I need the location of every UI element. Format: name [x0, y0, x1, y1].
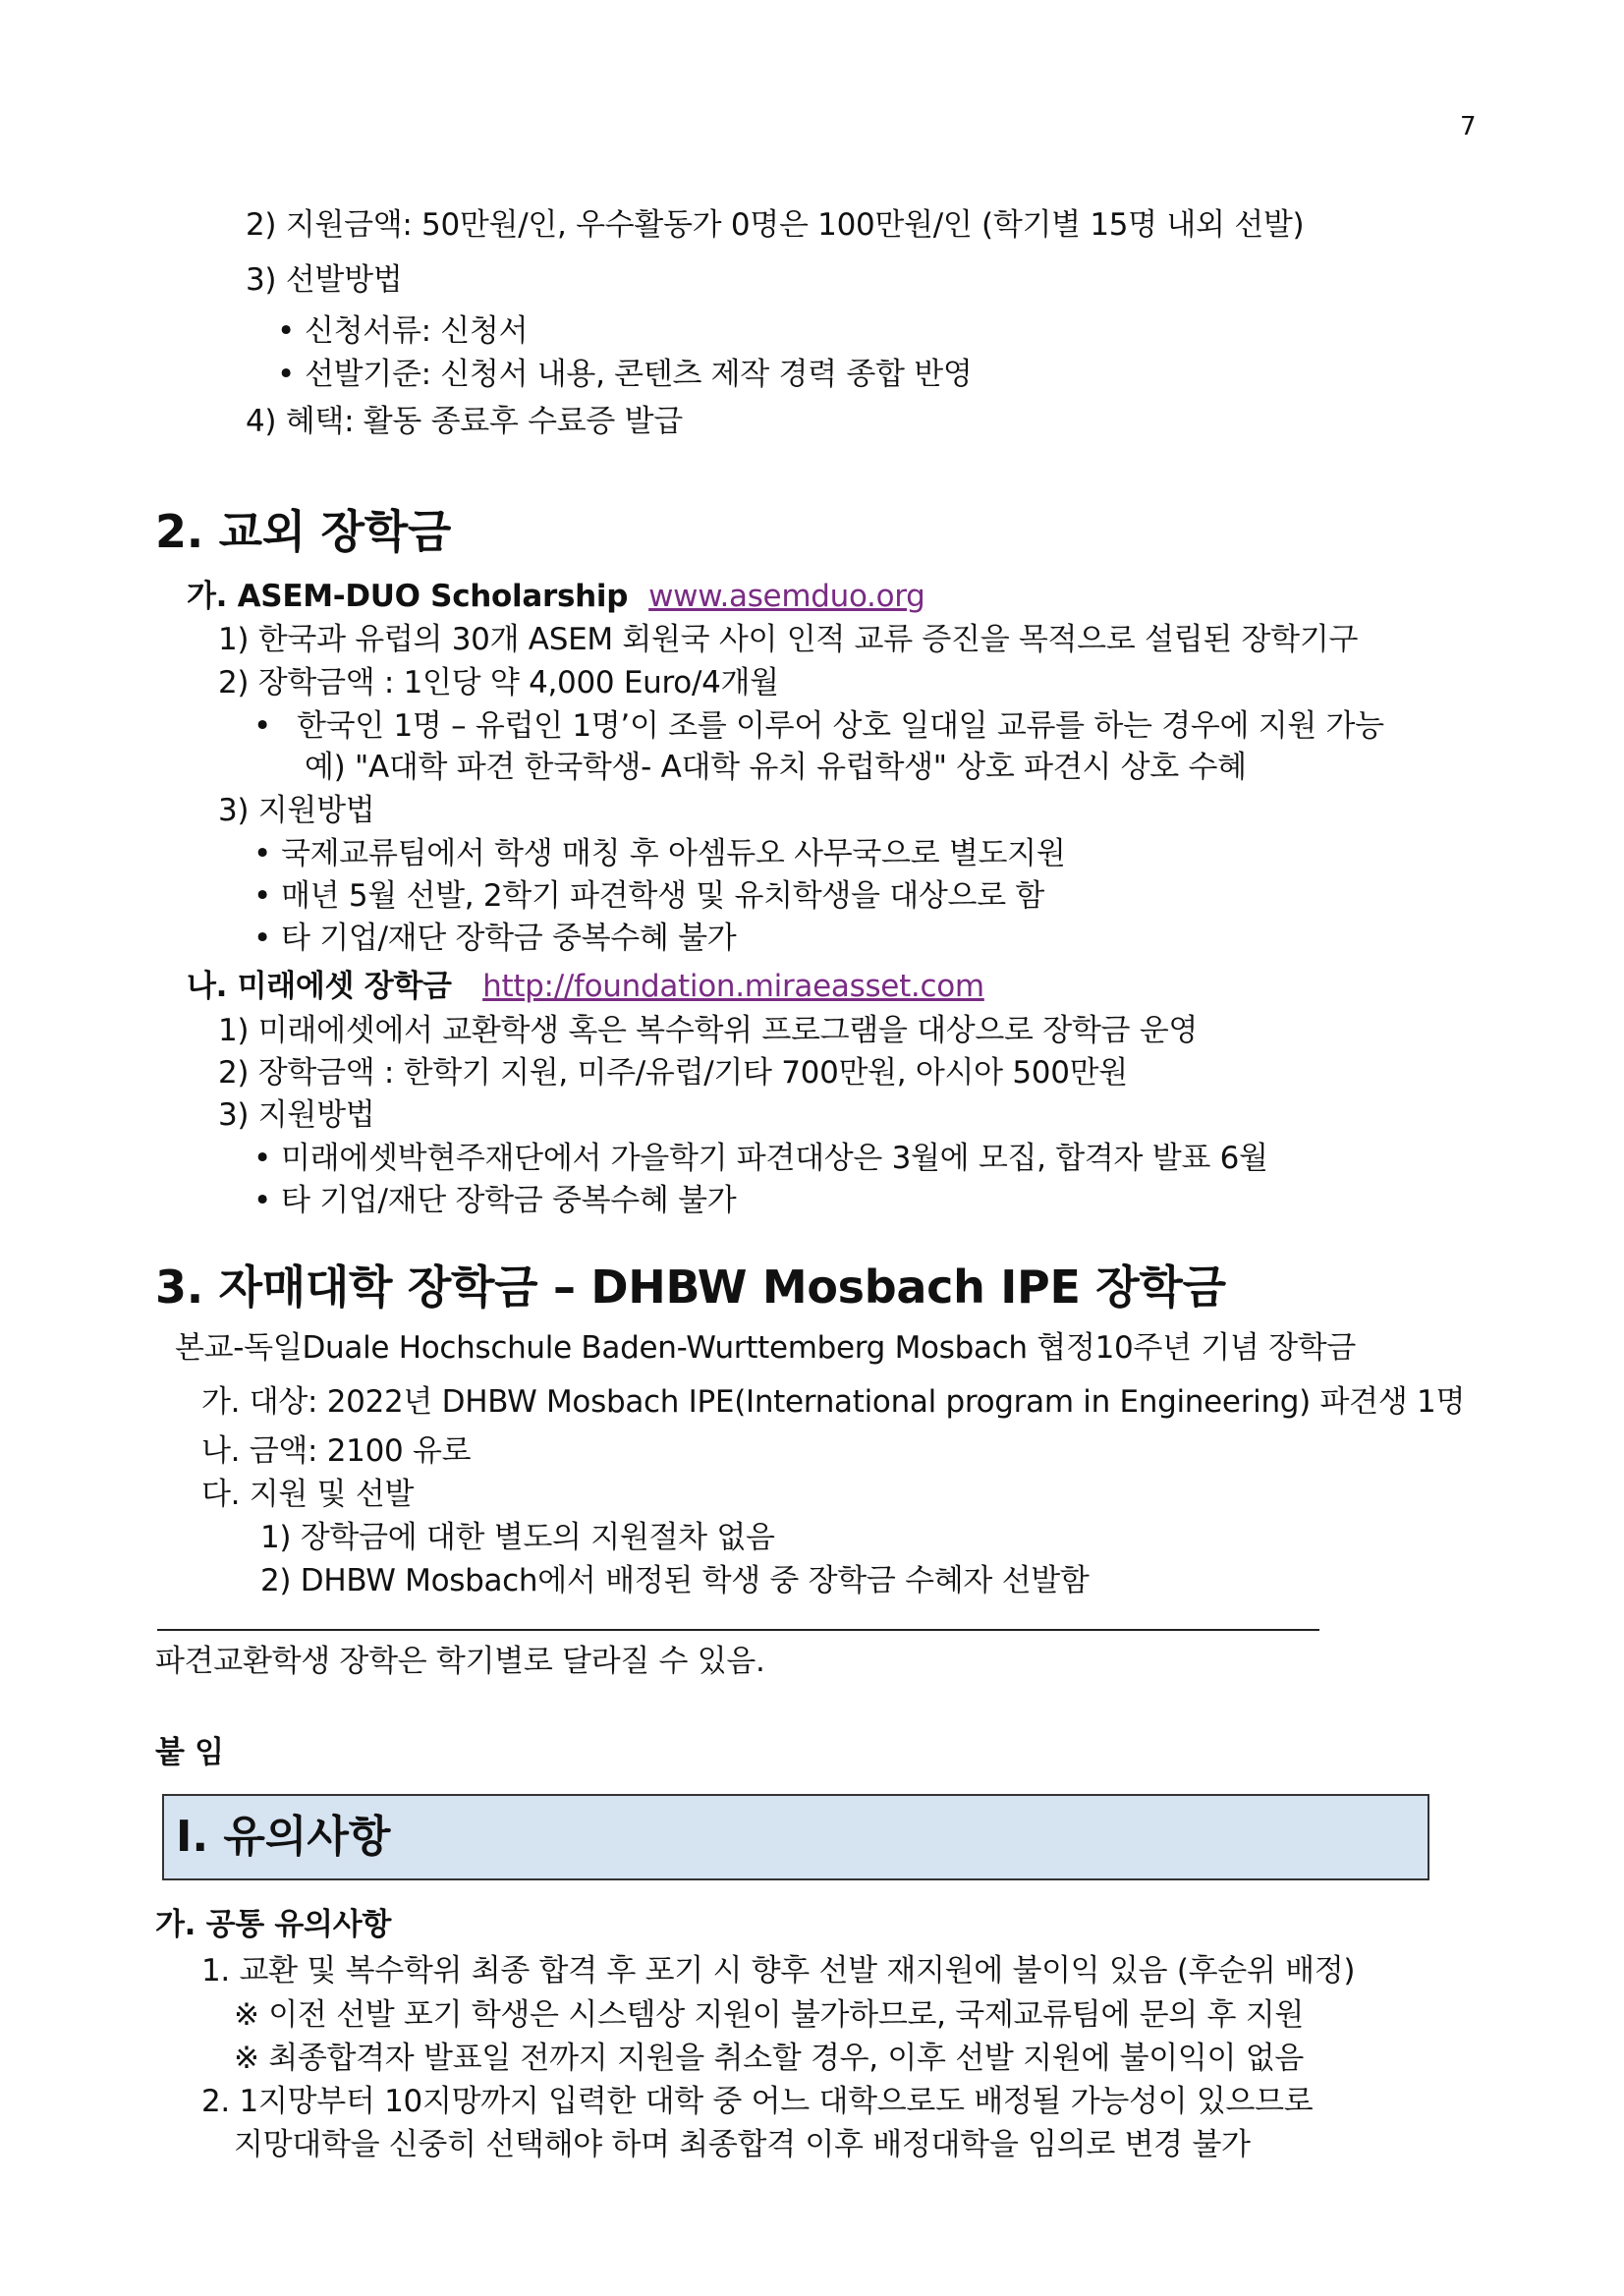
asem-item-3: 3) 지원방법 — [218, 793, 375, 828]
notice-title-box — [162, 1794, 1429, 1880]
mirae-bullet-2: • 타 기업/재단 장학금 중복수혜 불가 — [253, 1182, 736, 1219]
asem-method-bullet-2: • 매년 5월 선발, 2학기 파견학생 및 유치학생을 대상으로 함 — [253, 877, 1044, 915]
notice-item-1-note-a: ※ 이전 선발 포기 학생은 시스템상 지원이 불가하므로, 국제교류팀에 문의 후 지원 — [234, 1997, 1304, 2033]
asem-example-line: 예) "A대학 파견 한국학생- A대학 유치 유럽학생" 상호 파견시 상호 수혜 — [305, 750, 1247, 785]
common-notice-heading: 가. 공통 유의사항 — [155, 1907, 391, 1942]
bullet-documents: • 신청서류: 신청서 — [277, 312, 528, 350]
appendix-label: 붙 임 — [155, 1735, 224, 1770]
support-amount-line: 2) 지원금액: 50만원/인, 우수활동가 0명은 100만원/인 (학기별 15명 내외 선발) — [246, 207, 1305, 243]
page-number: 7 — [1460, 112, 1477, 141]
dhbw-intro: 본교-독일Duale Hochschule Baden-Wurttemberg Mosbach 협정10주년 기념 장학금 — [175, 1330, 1357, 1366]
dhbw-support-heading: 다. 지원 및 선발 — [201, 1477, 415, 1512]
benefit-line: 4) 혜택: 활동 종료후 수료증 발급 — [246, 404, 683, 439]
asem-bullet-1: • 한국인 1명 – 유럽인 1명’이 조를 이루어 상호 일대일 교류를 하는 경우에 지원 가능 — [253, 708, 1384, 744]
asemduo-link[interactable]: www.asemduo.org — [648, 579, 925, 614]
dhbw-amount: 나. 금액: 2100 유로 — [201, 1433, 472, 1469]
mirae-item-2: 2) 장학금액 : 한학기 지원, 미주/유럽/기타 700만원, 아시아 500만원 — [218, 1055, 1128, 1091]
notice-item-1-note-b: ※ 최종합격자 발표일 전까지 지원을 취소할 경우, 이후 선발 지원에 불이익이 없음 — [234, 2041, 1304, 2076]
mirae-link[interactable]: http://foundation.miraeasset.com — [482, 969, 984, 1004]
asem-item-2: 2) 장학금액 : 1인당 약 4,000 Euro/4개월 — [218, 665, 779, 700]
mirae-item-3: 3) 지원방법 — [218, 1097, 375, 1133]
asem-duo-heading: 가. ASEM-DUO Scholarship www.asemduo.org — [187, 579, 925, 614]
mirae-bullet-1: • 미래에셋박현주재단에서 가을학기 파견대상은 3월에 모집, 합격자 발표 6월 — [253, 1140, 1268, 1177]
dhbw-support-1: 1) 장학금에 대한 별도의 지원절차 없음 — [260, 1520, 775, 1555]
asem-method-bullet-1: • 국제교류팀에서 학생 매칭 후 아셈듀오 사무국으로 별도지원 — [253, 835, 1065, 872]
asem-method-bullet-3: • 타 기업/재단 장학금 중복수혜 불가 — [253, 920, 736, 957]
notice-item-2: 2. 1지망부터 10지망까지 입력한 대학 중 어느 대학으로도 배정될 가능성이 있으므로 — [201, 2084, 1314, 2119]
section-2-title: 2. 교외 장학금 — [155, 505, 451, 558]
mirae-heading: 나. 미래에셋 장학금 http://foundation.miraeasset.com — [187, 969, 984, 1004]
notice-item-2-cont: 지망대학을 신중히 선택해야 하며 최종합격 이후 배정대학을 임의로 변경 불가 — [234, 2127, 1251, 2162]
asem-item-1: 1) 한국과 유럽의 30개 ASEM 회원국 사이 인적 교류 증진을 목적으로 설립된 장학기구 — [218, 622, 1359, 657]
selection-method-heading: 3) 선발방법 — [246, 262, 403, 298]
dhbw-support-2: 2) DHBW Mosbach에서 배정된 학생 중 장학금 수혜자 선발함 — [260, 1563, 1090, 1598]
divider-line — [157, 1629, 1319, 1631]
footnote: 파견교환학생 장학은 학기별로 달라질 수 있음. — [155, 1644, 765, 1679]
notice-title: I. 유의사항 — [176, 1812, 391, 1862]
dhbw-target: 가. 대상: 2022년 DHBW Mosbach IPE(International program in Engineering) 파견생 1명 — [201, 1384, 1466, 1420]
section-3-title: 3. 자매대학 장학금 – DHBW Mosbach IPE 장학금 — [155, 1260, 1226, 1314]
bullet-criteria: • 선발기준: 신청서 내용, 콘텐츠 제작 경력 종합 반영 — [277, 356, 973, 393]
notice-item-1: 1. 교환 및 복수학위 최종 합격 후 포기 시 향후 선발 재지원에 불이익 있음 (후순위 배정) — [201, 1953, 1356, 1988]
mirae-item-1: 1) 미래에셋에서 교환학생 혹은 복수학위 프로그램을 대상으로 장학금 운영 — [218, 1013, 1199, 1048]
